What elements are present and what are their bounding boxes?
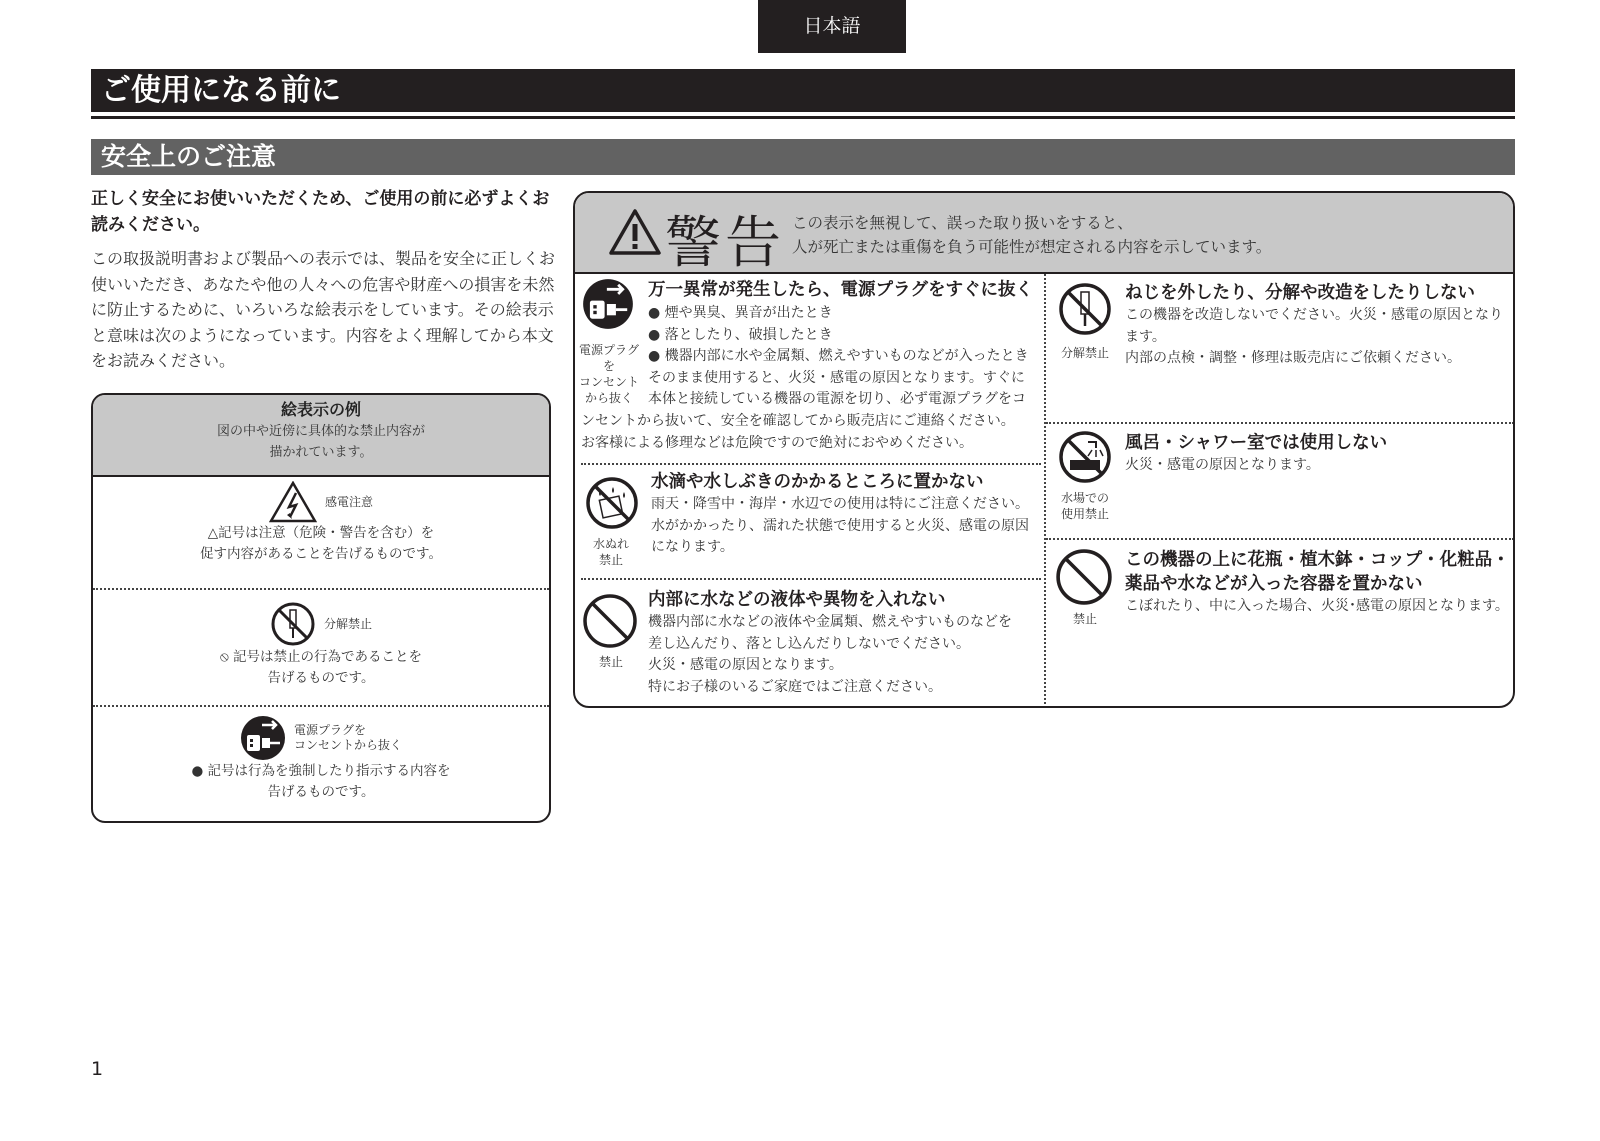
example-divider [93,588,549,590]
caution-text-1: △記号は注意（危険・警告を含む）を [207,525,435,541]
item-text-line: 特にお子様のいるご家庭ではご注意ください。 [648,678,942,695]
item-title: 風呂・シャワー室では使用しない [1125,433,1388,453]
item-title [1125,548,1510,596]
item-text [1125,305,1515,370]
item-text-line: お客様による修理などは危険ですので絶対におやめください。 [581,434,973,451]
item-divider [1046,538,1514,540]
unplug-icon [582,278,634,330]
prohibit-text-1: ⦸ 記号は禁止の行為であることを [219,649,423,665]
no-water-icon [585,476,639,530]
mandatory-text-1: ● 記号は行為を強制したり指示する内容を [191,763,451,779]
bullet-item: ● 落としたり、破損したとき [648,326,833,343]
item-text-line: 火災・感電の原因となります。 [1125,457,1320,473]
item-title: 内部に水などの液体や異物を入れない [648,590,946,610]
item-text [1125,455,1515,477]
no-disassembly-icon [270,601,316,647]
no-disassembly-icon [1058,282,1112,336]
prohibited-icon [582,593,638,649]
column-divider [1044,274,1046,704]
item-text-line: 雨天・降雪中・海岸・水辺での使用は特にご注意ください。 [651,496,1029,512]
mandatory-icon-label-1: 電源プラグを [293,723,366,737]
unplug-icon [240,715,286,761]
intro-lead: 正しく安全にお使いいただくため、ご使用の前に必ずよくお読みください。 [91,189,550,235]
item-title-line: この機器の上に花瓶・植木鉢・コップ・化粧品・ [1125,550,1510,570]
warning-heading: 警告 [665,211,785,276]
caution-icon-label: 感電注意 [324,494,373,509]
title-rule [91,116,1515,119]
pictogram-example-box [91,393,551,823]
warning-desc-1: この表示を無視して、誤った取り扱いをすると、 [792,214,1133,232]
bullet-item: ● 煙や異臭、異音が出たとき [648,305,833,321]
warning-box [573,191,1515,708]
item-text [648,612,1040,698]
icon-caption-line: 水ぬれ [592,537,629,551]
item-text-line: になります。 [651,539,734,555]
section-title: 安全上のご注意 [91,139,1515,175]
icon-caption-unplug [577,342,641,406]
item-text-line: 本体と接続している機器の電源を切り、必ず電源プラグをコ [648,391,1026,407]
warning-desc-2: 人が死亡または重傷を負う可能性が想定される内容を示しています。 [792,238,1272,256]
item-text-line: 機器内部に水などの液体や金属類、燃えやすいものなどを [648,614,1012,630]
item-title: ねじを外したり、分解や改造をしたりしない [1125,283,1475,303]
page-number: 1 [91,1058,104,1080]
prohibit-icon-label: 分解禁止 [323,616,372,631]
icon-caption-line: 電源プラグを [578,343,639,373]
mandatory-text-2: 告げるものです。 [267,784,375,800]
icon-caption-line: 水場での [1060,491,1109,505]
item-title: 水滴や水しぶきのかかるところに置かない [651,472,984,492]
item-text [581,411,1041,454]
icon-caption-line: 禁止 [598,553,623,567]
prohibited-icon [1055,548,1113,606]
example-divider [93,705,549,707]
item-text [1125,596,1515,618]
item-text-line: この機器を改造しないでください。火災・感電の原因となり [1125,307,1503,323]
item-divider [581,463,1041,465]
bullet-item: ● 機器内部に水や金属類、燃えやすいものなどが入ったとき [648,348,1029,364]
warning-header [575,193,1513,274]
example-caution [93,481,549,565]
pictogram-example-desc-2: 描かれています。 [269,445,373,460]
icon-caption-no-water [581,536,641,568]
item-text-line: 水がかかったり、濡れた状態で使用すると火災、感電の原因 [651,517,1029,534]
icon-caption-line: 分解禁止 [1060,346,1109,360]
intro-body: この取扱説明書および製品への表示では、製品を安全に正しくお使いいただき、あなたや他の人々への危害や財産への損害を未然に防止するために、いろいろな絵表示をしています。その絵表示と意味は次のようになっています。内容をよく理解してから本文をお読みください。 [91,249,556,370]
item-title-line: 薬品や水などが入った容器を置かない [1125,574,1423,594]
warning-desc [792,211,1271,259]
pictogram-example-desc-1: 図の中や近傍に具体的な禁止内容が [216,424,425,439]
item-text-line: ます。 [1125,328,1166,345]
icon-caption-prohibited [1048,611,1122,627]
icon-caption-prohibited [581,654,641,670]
icon-caption-line: コンセント [578,375,639,389]
item-text-line: 内部の点検・調整・修理は販売店にご依頼ください。 [1125,350,1461,366]
item-text-line: 差し込んだり、落とし込んだりしないでください。 [648,635,970,652]
pictogram-example-header [93,395,549,477]
item-text [651,494,1041,559]
item-text-line: ンセントから抜いて、安全を確認してから販売店にご連絡ください。 [581,413,1015,429]
icon-caption-no-bathroom [1048,490,1122,522]
pictogram-example-title: 絵表示の例 [280,400,361,419]
icon-caption-line: から抜く [584,391,633,405]
prohibit-text-2: 告げるものです。 [267,670,375,686]
item-text-line: 火災・感電の原因となります。 [648,657,843,673]
mandatory-icon-label [294,723,402,753]
item-text-line: そのまま使用すると、火災・感電の原因となります。すぐに [648,369,1025,386]
page-title: ご使用になる前に [91,69,1515,112]
electric-shock-warning-icon [269,481,317,523]
example-prohibit [93,601,549,689]
icon-caption-line: 禁止 [1072,612,1097,626]
item-title: 万一異常が発生したら、電源プラグをすぐに抜く [648,280,1033,300]
icon-caption-line: 禁止 [598,655,623,669]
no-bathroom-icon [1058,430,1112,484]
mandatory-icon-label-2: コンセントから抜く [293,738,402,752]
icon-caption-no-disassembly [1048,345,1122,361]
item-text-line: こぼれたり、中に入った場合、火災･感電の原因となります。 [1125,598,1509,614]
caution-text-2: 促す内容があることを告げるものです。 [200,546,442,562]
item-divider [1046,422,1514,424]
item-divider [581,578,1041,580]
language-tab: 日本語 [758,0,906,53]
example-mandatory [93,715,549,803]
icon-caption-line: 使用禁止 [1060,507,1109,521]
item-bullets [648,303,1040,411]
warning-triangle-icon [608,208,662,256]
